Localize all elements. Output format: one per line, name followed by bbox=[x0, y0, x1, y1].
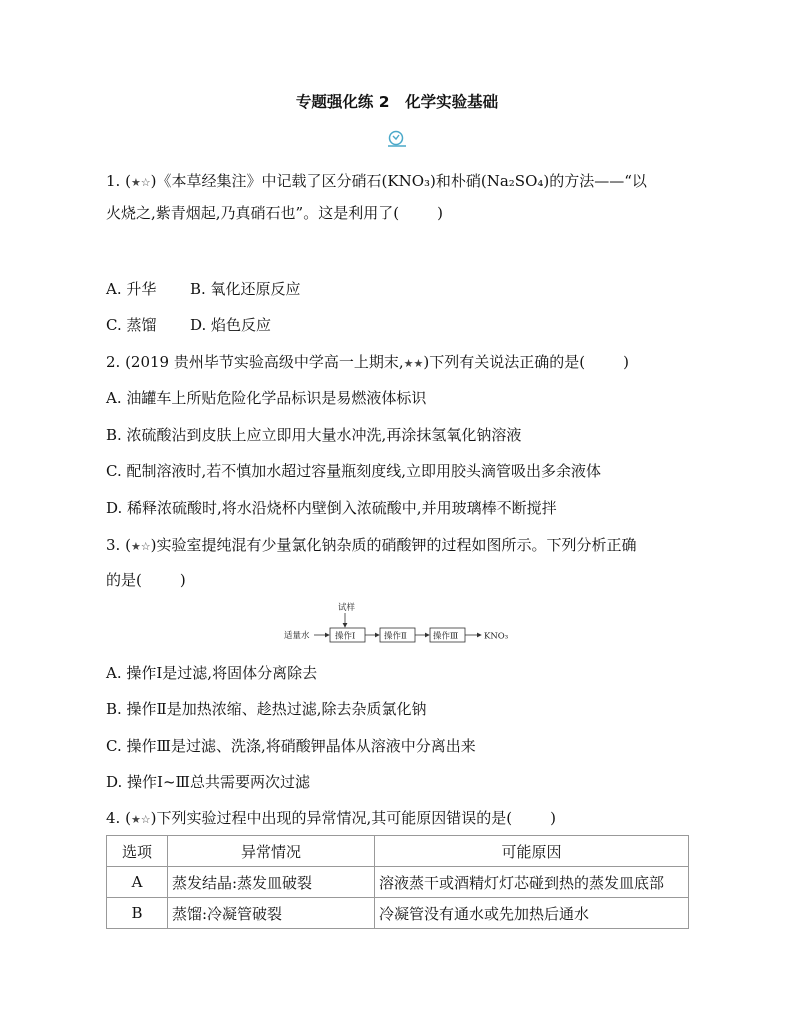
publisher-logo-icon bbox=[386, 130, 408, 148]
table-header-cause: 可能原因 bbox=[375, 836, 689, 867]
table-cell-cause: 冷凝管没有通水或先加热后通水 bbox=[375, 898, 689, 929]
q3-option-b[interactable]: B. 操作Ⅱ是加热浓缩、趁热过滤,除去杂质氯化钠 bbox=[106, 700, 427, 718]
q4-stem: 4. (★☆)下列实验过程中出现的异常情况,其可能原因错误的是( ) bbox=[106, 809, 557, 827]
table-header-option: 选项 bbox=[107, 836, 168, 867]
q1-option-b[interactable]: B. 氧化还原反应 bbox=[190, 280, 301, 298]
flow-op3-label: 操作Ⅲ bbox=[433, 631, 459, 642]
q2-option-b[interactable]: B. 浓硫酸沾到皮肤上应立即用大量水冲洗,再涂抹氢氧化钠溶液 bbox=[106, 426, 522, 444]
difficulty-stars-icon: ★★ bbox=[403, 357, 424, 370]
flow-op1-label: 操作Ⅰ bbox=[335, 631, 356, 642]
q2-option-a[interactable]: A. 油罐车上所贴危险化学品标识是易燃液体标识 bbox=[106, 389, 427, 407]
table-cell-option: B bbox=[107, 898, 168, 929]
q3-option-a[interactable]: A. 操作Ⅰ是过滤,将固体分离除去 bbox=[106, 664, 318, 682]
table-cell-cause: 溶液蒸干或酒精灯灯芯碰到热的蒸发皿底部 bbox=[375, 867, 689, 898]
table-header-row bbox=[107, 836, 689, 867]
table-row bbox=[107, 867, 689, 898]
q1-options-row-1 bbox=[106, 278, 301, 299]
difficulty-stars-icon: ★☆ bbox=[130, 540, 151, 553]
q2-stem: 2. (2019 贵州毕节实验高级中学高一上期末,★★)下列有关说法正确的是( ) bbox=[106, 353, 629, 371]
flow-sample-label: 试样 bbox=[338, 603, 356, 613]
table-cell-anomaly: 蒸发结晶:蒸发皿破裂 bbox=[168, 867, 375, 898]
table-row bbox=[107, 898, 689, 929]
q3-line-2: 的是( ) bbox=[106, 571, 186, 589]
q1-option-d[interactable]: D. 焰色反应 bbox=[190, 316, 272, 334]
flow-op2-label: 操作Ⅱ bbox=[384, 631, 407, 642]
difficulty-stars-icon: ★☆ bbox=[130, 176, 151, 189]
q1-line-2: 火烧之,紫青烟起,乃真硝石也”。这是利用了( ) bbox=[106, 204, 443, 222]
table-header-anomaly: 异常情况 bbox=[168, 836, 375, 867]
q1-options-row-2 bbox=[106, 314, 271, 335]
table-cell-option: A bbox=[107, 867, 168, 898]
q1-option-c[interactable]: C. 蒸馏 bbox=[106, 316, 157, 334]
q2-option-c[interactable]: C. 配制溶液时,若不慎加水超过容量瓶刻度线,立即用胶头滴管吸出多余液体 bbox=[106, 462, 602, 480]
q4-table bbox=[106, 835, 689, 929]
q2-option-d[interactable]: D. 稀释浓硫酸时,将水沿烧杯内壁倒入浓硫酸中,并用玻璃棒不断搅拌 bbox=[106, 499, 557, 517]
q3-option-c[interactable]: C. 操作Ⅲ是过滤、洗涤,将硝酸钾晶体从溶液中分离出来 bbox=[106, 737, 476, 755]
flow-water-label: 适量水 bbox=[284, 631, 310, 641]
q1-line-1: 1. (★☆)《本草经集注》中记载了区分硝石(KNO₃)和朴硝(Na₂SO₄)的方法——“以 bbox=[106, 172, 647, 190]
page-title: 专题强化练 2 化学实验基础 bbox=[295, 93, 499, 111]
flow-product-label: KNO₃ bbox=[484, 631, 509, 642]
difficulty-stars-icon: ★☆ bbox=[130, 813, 151, 826]
q3-option-d[interactable]: D. 操作Ⅰ~Ⅲ总共需要两次过滤 bbox=[106, 773, 310, 791]
q3-line-1: 3. (★☆)实验室提纯混有少量氯化钠杂质的硝酸钾的过程如图所示。下列分析正确 bbox=[106, 536, 637, 554]
q1-option-a[interactable]: A. 升华 bbox=[106, 280, 157, 298]
process-flow-diagram bbox=[280, 600, 520, 650]
table-cell-anomaly: 蒸馏:冷凝管破裂 bbox=[168, 898, 375, 929]
